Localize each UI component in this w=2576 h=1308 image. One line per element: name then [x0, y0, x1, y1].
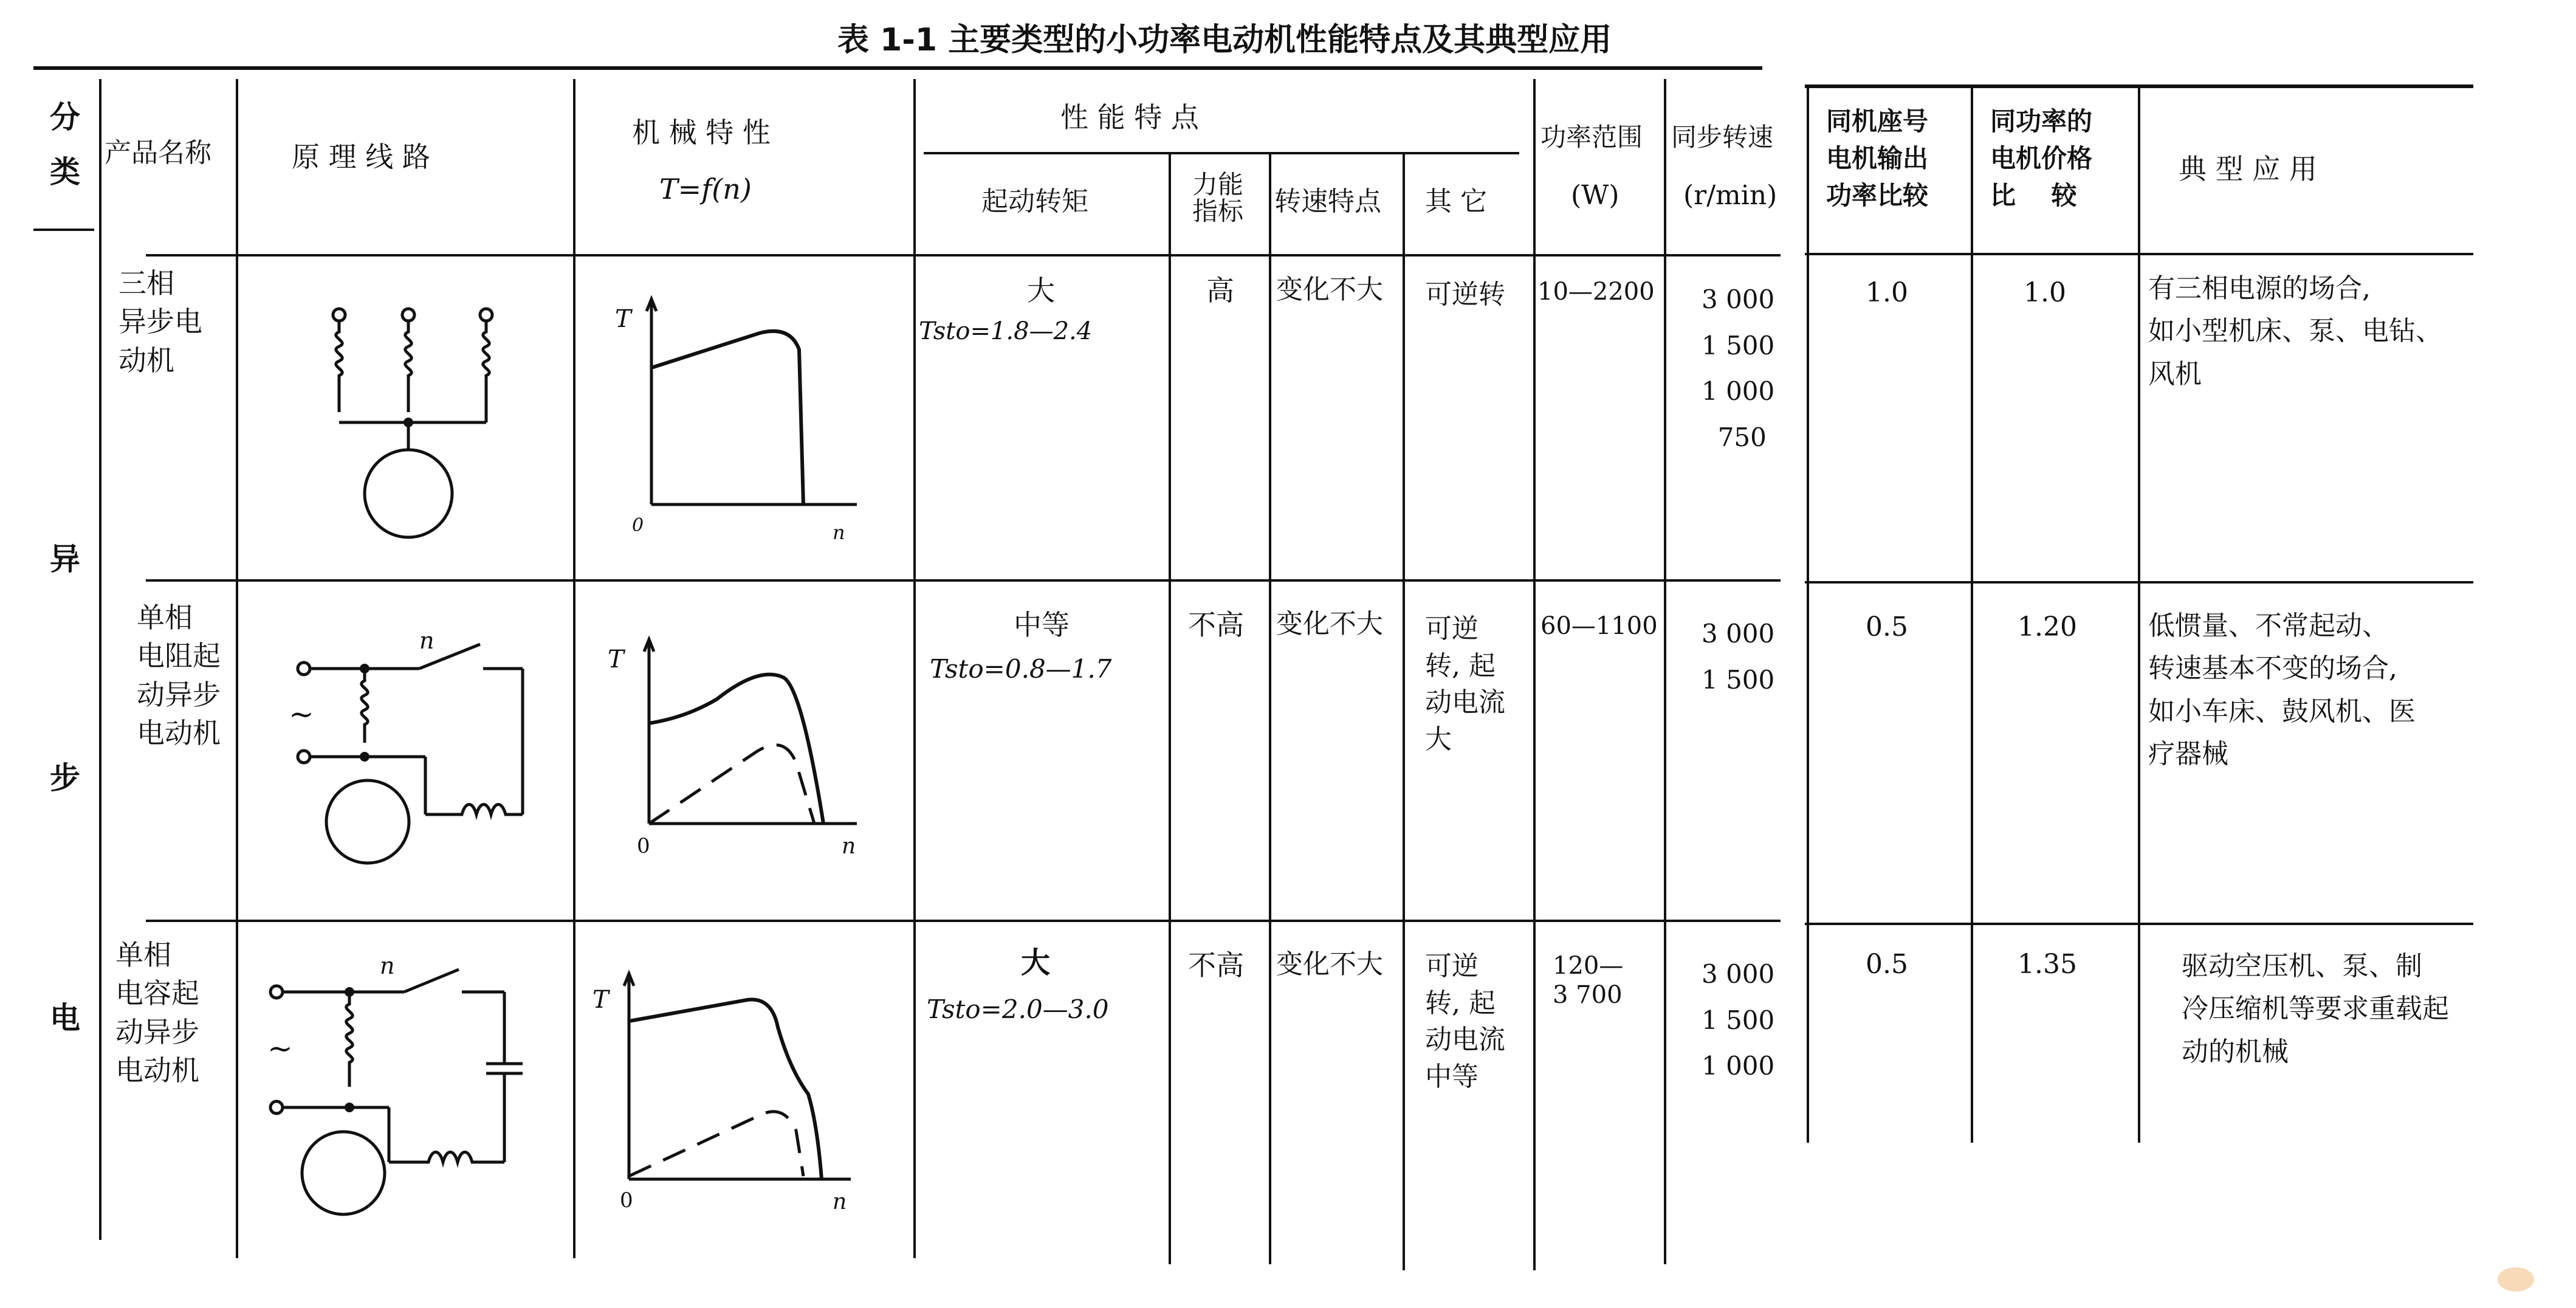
- row1-torque-level: 大: [1027, 274, 1055, 307]
- header-sync-speed: 同步转速: [1671, 122, 1774, 152]
- row1-output: 1.0: [1866, 277, 1908, 308]
- header-energy-index: 力能 指标: [1192, 170, 1244, 227]
- row2-origin: 0: [637, 834, 650, 858]
- row2-energy: 不高: [1188, 608, 1244, 641]
- header-price-compare: 同功率的 电机价格 比 较: [1990, 106, 2093, 210]
- row3-ac-symbol: ~: [267, 1031, 293, 1066]
- header-performance: 性 能 特 点: [1060, 101, 1199, 134]
- category-char-2: 步: [50, 760, 80, 796]
- row2-product-name: 单相 电阻起 动异步 电动机: [137, 601, 221, 750]
- row2-axis-t: T: [608, 645, 624, 673]
- header-power-range: 功率范围: [1540, 122, 1643, 152]
- row3-switch-label: n: [380, 952, 395, 979]
- header-mech-formula: T=f(n): [659, 173, 752, 205]
- header-product-name: 产品名称: [105, 137, 211, 168]
- header-other: 其 它: [1425, 186, 1487, 217]
- row1-origin: 0: [632, 515, 644, 536]
- watermark-logo: [2498, 1267, 2534, 1292]
- row1-axis-n: n: [833, 521, 845, 544]
- row3-energy: 不高: [1188, 949, 1244, 982]
- row2-ac-symbol: ~: [289, 697, 314, 732]
- row1-sync: 3 000 1 500 1 000 750: [1702, 284, 1775, 452]
- header-category-1: 分: [50, 99, 80, 135]
- row2-power: 60—1100: [1540, 612, 1658, 640]
- row2-speed: 变化不大: [1276, 608, 1383, 639]
- row2-torque-formula: Tsto=0.8—1.7: [930, 654, 1112, 684]
- row3-origin: 0: [620, 1188, 633, 1213]
- header-application: 典 型 应 用: [2179, 153, 2317, 185]
- row3-sync: 3 000 1 500 1 000: [1702, 959, 1775, 1081]
- category-char-1: 异: [50, 541, 80, 577]
- row2-switch-label: n: [419, 627, 434, 654]
- row2-output: 0.5: [1866, 611, 1908, 642]
- header-output-compare: 同机座号 电机输出 功率比较: [1826, 106, 1929, 210]
- row3-output: 0.5: [1866, 949, 1908, 980]
- row1-energy: 高: [1206, 274, 1234, 307]
- row3-axis-t: T: [592, 986, 609, 1014]
- row1-application: 有三相电源的场合, 如小型机床、泵、电钻、 风机: [2148, 273, 2442, 390]
- row3-power: 120— 3 700: [1553, 952, 1624, 1009]
- header-start-torque: 起动转矩: [981, 186, 1088, 217]
- row1-other: 可逆转: [1425, 279, 1505, 310]
- row2-other: 可逆 转, 起 动电流 大: [1425, 613, 1505, 756]
- header-power-unit: (W): [1571, 180, 1619, 211]
- header-category-2: 类: [50, 154, 80, 190]
- row2-torque-level: 中等: [1014, 608, 1070, 641]
- row3-application: 驱动空压机、泵、制 冷压缩机等要求重载起 动的机械: [2182, 951, 2449, 1067]
- row1-torque-formula: Tsto=1.8—2.4: [919, 317, 1093, 345]
- category-char-3: 电: [50, 1000, 80, 1036]
- row3-axis-n: n: [833, 1189, 847, 1214]
- row3-speed: 变化不大: [1276, 949, 1383, 980]
- row1-speed: 变化不大: [1276, 274, 1383, 305]
- row2-application: 低惯量、不常起动、 转速基本不变的场合, 如小车床、鼓风机、医 疗器械: [2148, 610, 2416, 770]
- row1-power: 10—2200: [1537, 278, 1655, 306]
- row3-product-name: 单相 电容起 动异步 电动机: [115, 938, 199, 1087]
- row1-price: 1.0: [2024, 277, 2066, 308]
- header-circuit: 原 理 线 路: [292, 140, 430, 173]
- row3-torque-formula: Tsto=2.0—3.0: [927, 994, 1109, 1024]
- row2-price: 1.20: [2018, 611, 2077, 642]
- table-title: 表 1-1 主要类型的小功率电动机性能特点及其典型应用: [837, 22, 1612, 58]
- row1-product-name: 三相 异步电 动机: [118, 267, 202, 377]
- row3-other: 可逆 转, 起 动电流 中等: [1425, 951, 1505, 1093]
- row2-sync: 3 000 1 500: [1702, 619, 1775, 695]
- header-speed-char: 转速特点: [1274, 186, 1381, 217]
- row2-axis-n: n: [842, 834, 856, 859]
- row1-axis-t: T: [615, 305, 631, 333]
- header-sync-unit: (r/min): [1683, 180, 1777, 211]
- row3-price: 1.35: [2018, 949, 2077, 980]
- header-mech-char: 机 械 特 性: [632, 116, 771, 149]
- row3-torque-level: 大: [1021, 946, 1051, 980]
